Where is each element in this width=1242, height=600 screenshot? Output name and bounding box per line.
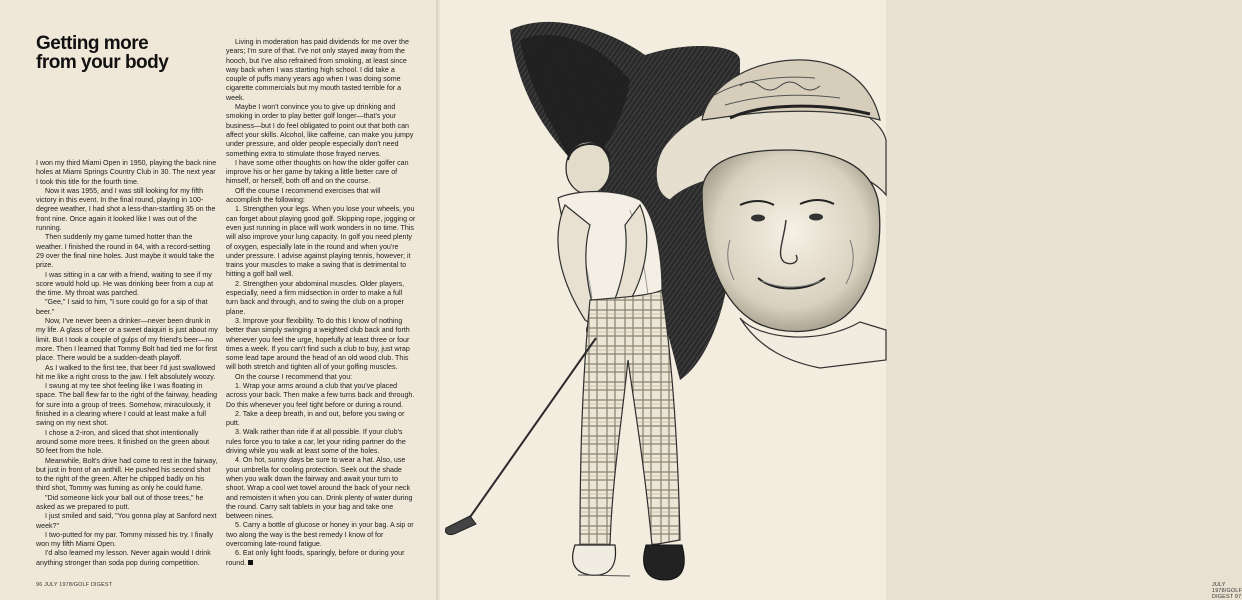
right-page (440, 0, 1242, 600)
paragraph: 1. Strengthen your legs. When you lose your wheels, you can forget about playing good golf. Skipping rope, jogging or even just running in place will work wonders in no time. This will also improve your lung capacity. In golf you need plenty of oxygen, especially late in the round and when you're under pressure. I advise against playing tennis, however; it trains your muscles to make a swing that is detrimental to hitting a golf ball well. (226, 205, 416, 279)
paragraph: I swung at my tee shot feeling like I was floating in space. The ball flew far to the right of the fairway, heading for sure into a group of trees. Somehow, miraculously, it finished in a clearing where I could at least make a full swing on my next shot. (36, 382, 218, 428)
folio-left: 96 JULY 1978/GOLF DIGEST (36, 582, 113, 588)
final-sentence: 6. Eat only light foods, sparingly, before or during your round. (226, 549, 405, 567)
golfer-plaid-trousers (580, 290, 680, 545)
paragraph: 2. Strengthen your abdominal muscles. Older players, especially, need a firm midsection in order to make a full turn back and through, and to swing the club on a proper plane. (226, 279, 405, 316)
end-mark-icon (248, 560, 253, 565)
paragraph: I two-putted for my par. Tommy missed his try. I finally won my fifth Miami Open. (36, 530, 214, 549)
golfer-shoe-left (573, 545, 616, 575)
text-column-1 (36, 159, 218, 568)
paragraph: Now it was 1955, and I was still looking for my fifth victory in this event. In the final round, playing in 100-degree weather, I had shot a less-than-startling 35 on the front nine. Once again it looked like I was out of the running. (36, 186, 216, 233)
paragraph: 2. Take a deep breath, in and out, before you swing or putt. (226, 409, 405, 428)
paragraph: 1. Wrap your arms around a club that you've placed across your back. Then make a few turns back and through. Do this whenever you feel tight before or during a round. (226, 381, 415, 409)
golf-club-shaft (468, 338, 596, 520)
paragraph: 3. Walk rather than ride if at all possible. If your club's rules force you to take a car, let your riding partner do the driving while you walk at least some of the holes. (226, 428, 406, 456)
headline-line-2: from your body (36, 52, 169, 73)
left-page (0, 0, 440, 600)
paragraph: I have some other thoughts on how the older golfer can improve his or her game by taking a little better care of himself, or herself, both off and on the course. (226, 158, 409, 186)
article-headline (36, 34, 206, 72)
paragraph: "Did someone kick your ball out of those trees," he asked as we prepared to putt. (36, 493, 204, 511)
text-column-2 (226, 38, 416, 568)
paragraph: I just smiled and said, "You gonna play at Sanford next week?" (36, 512, 217, 530)
paragraph: 5. Carry a bottle of glucose or honey in your bag. A sip or two along the way is the best remedy I know of for overcoming late-round fatigue. (226, 521, 414, 549)
paragraph: 3. Improve your flexibility. To do this I know of nothing better than simply swinging a weighted club back and forth whenever you feel the urge, hopefully at least three or four times a week. If you can't find such a club to buy, just wrap some lead tape around the head of an old wood club. This will both stretch and tighten all of your golfing muscles. (226, 316, 410, 372)
portrait-face (702, 150, 880, 332)
paragraph: I'd also learned my lesson. Never again would I drink anything stronger than soda pop during competition. (36, 549, 211, 567)
paragraph: Maybe I won't convince you to give up drinking and smoking in order to play better golf longer—that's your business—but I do feel obligated to point out that both can affect your skills. Alcohol, like caffeine, can make you jumpy under pressure, and older people especially don't need something extra to stimulate those frayed nerves. (226, 103, 414, 158)
paragraph: "Gee," I said to him, "I sure could go for a sip of that beer." (36, 298, 208, 316)
paragraph: I was sitting in a car with a friend, waiting to see if my score would hold up. He was drinking beer from a cup at the time. My throat was parched. (36, 270, 214, 298)
paragraph: 4. On hot, sunny days be sure to wear a hat. Also, use your umbrella for cooling protection. Seek out the shade when you walk down the fairway and await your turn to shoot. Wrap a cool wet towel around the back of your neck and remoisten it when you can. Drink plenty of water during the round. Carry salt tablets in your bag and take one between nines. (226, 456, 413, 521)
paragraph: On the course I recommend that you: (235, 372, 353, 381)
paragraph: Then suddenly my game turned hotter than the weather. I finished the round in 64, with a record-setting 29 over the final nine holes. Just maybe it would take the prize. (36, 233, 215, 270)
golfer-shoe-right (644, 545, 685, 580)
paragraph: I won my third Miami Open in 1950, playing the back nine holes at Miami Springs Country Club in 30. The next year I took this title for the fourth time. (36, 159, 217, 186)
golfer-illustration (440, 0, 886, 600)
paragraph-final (226, 549, 416, 568)
paragraph: Meanwhile, Bolt's drive had come to rest in the fairway, but just in front of an anthill. He pushed his second shot to the right of the green. After he chipped badly on his third shot, Tommy was fuming as only he could fume. (36, 456, 218, 493)
paragraph: Living in moderation has paid dividends for me over the years; I'm sure of that. I've not only stayed away from the hooch, but I've also refrained from smoking, at least since way back when I was starting high school. I did take a couple of puffs many years ago when I was doing some cigarette commercials but my mouth tasted terrible for a week. (226, 38, 409, 102)
paragraph: As I walked to the first tee, that beer I'd just swallowed hit me like a right cross to the jaw. I felt absolutely woozy. (36, 363, 216, 381)
folio-right: JULY 1978/GOLF DIGEST 97 (1212, 582, 1242, 600)
paragraph: Off the course I recommend exercises that will accomplish the following: (226, 186, 381, 205)
headline-line-1: Getting more (36, 33, 149, 54)
golf-club-head (445, 516, 476, 535)
paragraph: I chose a 2-iron, and sliced that shot intentionally around some more trees. It finished on the green about 50 feet from the hole. (36, 428, 210, 456)
paragraph: Now, I've never been a drinker—never been drunk in my life. A glass of beer or a sweet daiquiri is just about my limit. But I took a couple of gulps of my friend's beer—no more. Then I learned that Tommy Bolt had tied me for first place. There would be a sudden-death playoff. (36, 317, 218, 363)
